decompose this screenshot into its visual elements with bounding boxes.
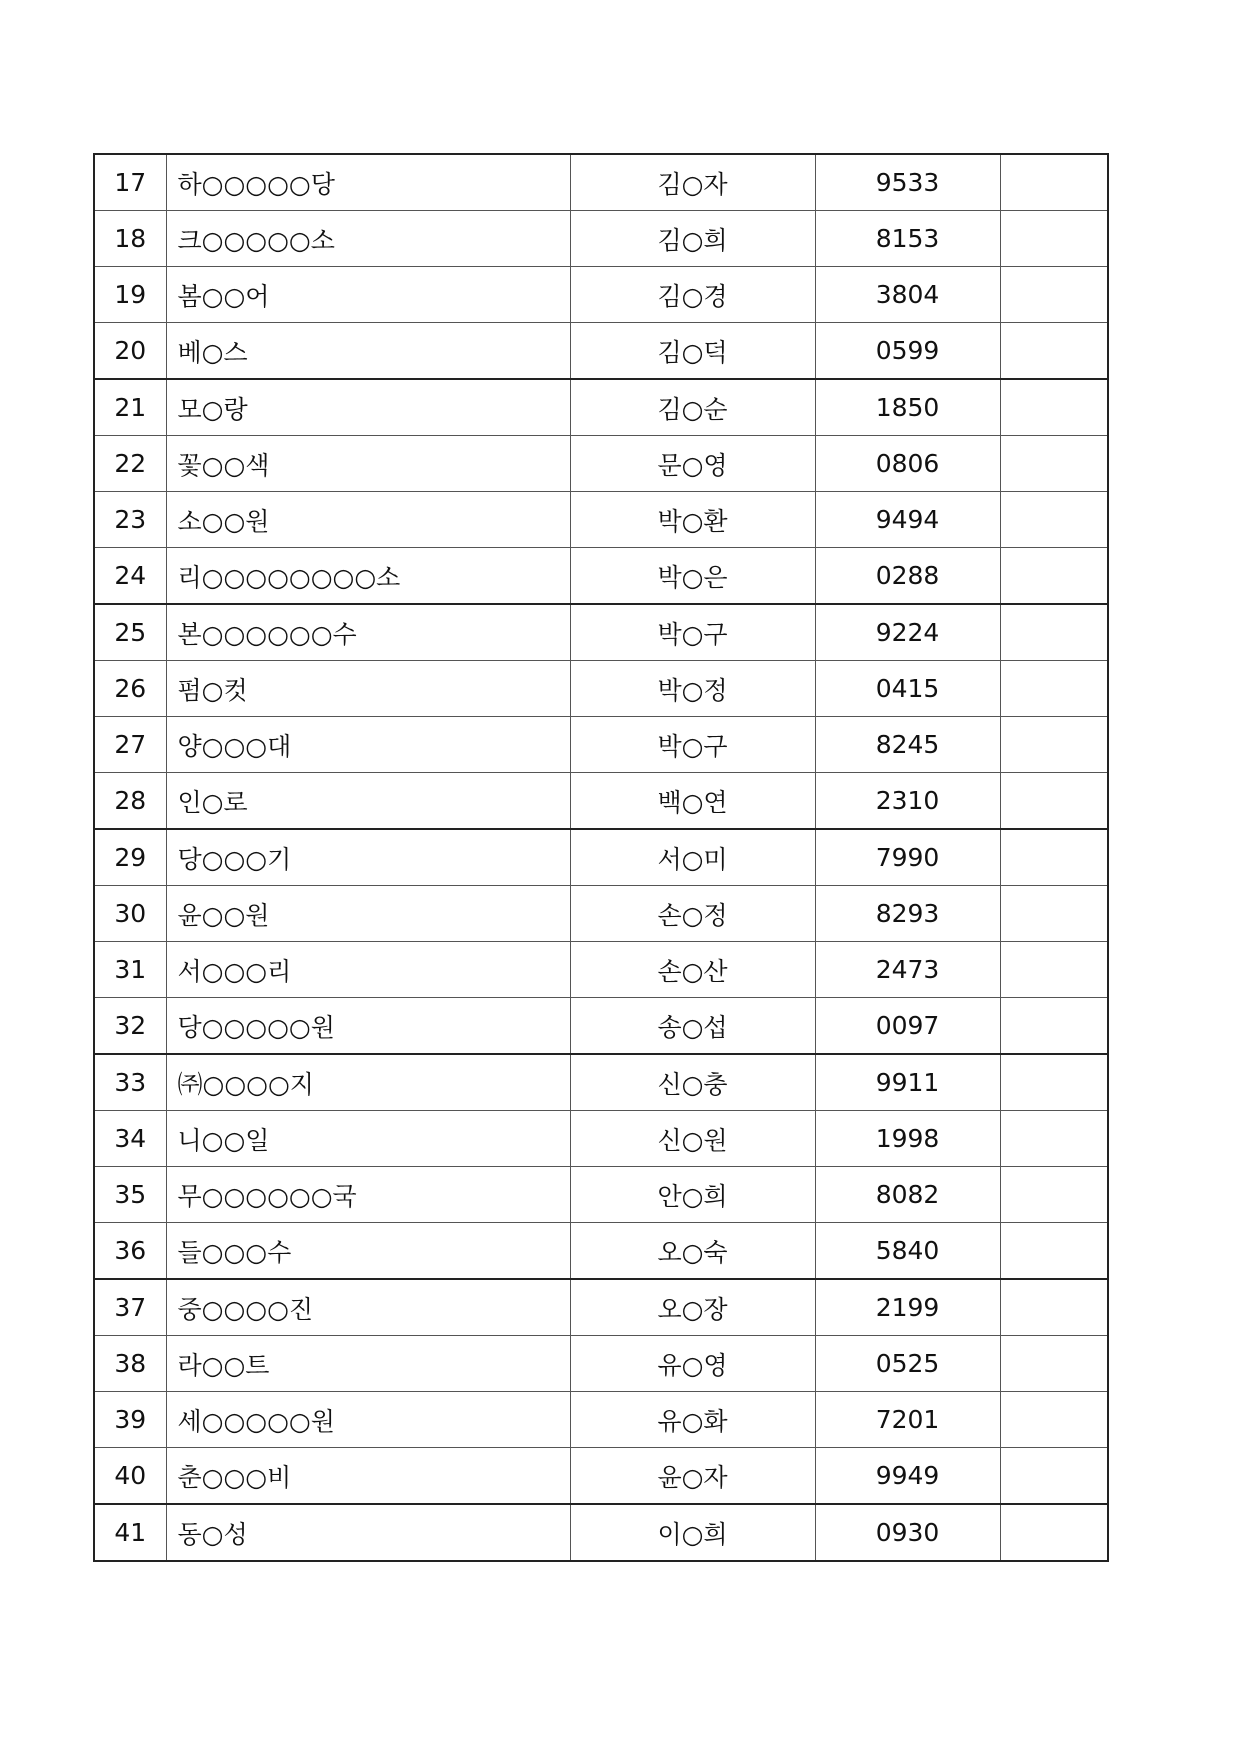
row-number: 36 xyxy=(94,1223,166,1280)
owner-name: 김○희 xyxy=(570,211,815,267)
table-row xyxy=(94,379,1108,436)
phone-last-digits: 9494 xyxy=(815,492,1000,548)
business-name: 모○랑 xyxy=(166,379,570,436)
table-row xyxy=(94,1336,1108,1392)
table-row xyxy=(94,154,1108,211)
owner-name: 김○덕 xyxy=(570,323,815,380)
business-name: 소○○원 xyxy=(166,492,570,548)
business-name: 리○○○○○○○○소 xyxy=(166,548,570,605)
note-cell xyxy=(1000,998,1108,1055)
phone-last-digits: 0415 xyxy=(815,661,1000,717)
phone-last-digits: 9533 xyxy=(815,154,1000,211)
table-row xyxy=(94,1054,1108,1111)
note-cell xyxy=(1000,661,1108,717)
table-row xyxy=(94,1504,1108,1561)
note-cell xyxy=(1000,1336,1108,1392)
row-number: 20 xyxy=(94,323,166,380)
business-name: ㈜○○○○지 xyxy=(166,1054,570,1111)
table-row xyxy=(94,492,1108,548)
row-number: 25 xyxy=(94,604,166,661)
row-number: 23 xyxy=(94,492,166,548)
note-cell xyxy=(1000,717,1108,773)
note-cell xyxy=(1000,548,1108,605)
note-cell xyxy=(1000,211,1108,267)
owner-name: 윤○자 xyxy=(570,1448,815,1505)
phone-last-digits: 0288 xyxy=(815,548,1000,605)
note-cell xyxy=(1000,1223,1108,1280)
row-number: 30 xyxy=(94,886,166,942)
note-cell xyxy=(1000,267,1108,323)
owner-name: 손○정 xyxy=(570,886,815,942)
row-number: 41 xyxy=(94,1504,166,1561)
phone-last-digits: 9949 xyxy=(815,1448,1000,1505)
table-row xyxy=(94,604,1108,661)
business-name: 세○○○○○원 xyxy=(166,1392,570,1448)
owner-name: 유○화 xyxy=(570,1392,815,1448)
phone-last-digits: 0806 xyxy=(815,436,1000,492)
owner-name: 송○섭 xyxy=(570,998,815,1055)
phone-last-digits: 0930 xyxy=(815,1504,1000,1561)
row-number: 21 xyxy=(94,379,166,436)
phone-last-digits: 3804 xyxy=(815,267,1000,323)
owner-name: 유○영 xyxy=(570,1336,815,1392)
phone-last-digits: 7201 xyxy=(815,1392,1000,1448)
owner-name: 김○순 xyxy=(570,379,815,436)
row-number: 31 xyxy=(94,942,166,998)
owner-name: 서○미 xyxy=(570,829,815,886)
owner-name: 오○숙 xyxy=(570,1223,815,1280)
phone-last-digits: 8245 xyxy=(815,717,1000,773)
business-name: 봄○○어 xyxy=(166,267,570,323)
row-number: 33 xyxy=(94,1054,166,1111)
note-cell xyxy=(1000,1279,1108,1336)
owner-name: 신○원 xyxy=(570,1111,815,1167)
note-cell xyxy=(1000,1167,1108,1223)
business-name: 니○○일 xyxy=(166,1111,570,1167)
business-name: 펌○컷 xyxy=(166,661,570,717)
owner-name: 백○연 xyxy=(570,773,815,830)
business-name: 양○○○대 xyxy=(166,717,570,773)
phone-last-digits: 8293 xyxy=(815,886,1000,942)
row-number: 19 xyxy=(94,267,166,323)
business-name: 베○스 xyxy=(166,323,570,380)
owner-name: 신○충 xyxy=(570,1054,815,1111)
business-name: 당○○○○○원 xyxy=(166,998,570,1055)
business-name: 춘○○○비 xyxy=(166,1448,570,1505)
table-row xyxy=(94,998,1108,1055)
phone-last-digits: 9224 xyxy=(815,604,1000,661)
note-cell xyxy=(1000,886,1108,942)
owner-name: 박○은 xyxy=(570,548,815,605)
owner-name: 안○희 xyxy=(570,1167,815,1223)
owner-name: 박○정 xyxy=(570,661,815,717)
note-cell xyxy=(1000,1054,1108,1111)
business-name: 본○○○○○○수 xyxy=(166,604,570,661)
row-number: 37 xyxy=(94,1279,166,1336)
owner-name: 박○구 xyxy=(570,717,815,773)
row-number: 22 xyxy=(94,436,166,492)
phone-last-digits: 0599 xyxy=(815,323,1000,380)
business-name: 윤○○원 xyxy=(166,886,570,942)
phone-last-digits: 0097 xyxy=(815,998,1000,1055)
business-name: 라○○트 xyxy=(166,1336,570,1392)
note-cell xyxy=(1000,1504,1108,1561)
note-cell xyxy=(1000,323,1108,380)
owner-name: 이○희 xyxy=(570,1504,815,1561)
row-number: 29 xyxy=(94,829,166,886)
business-name: 당○○○기 xyxy=(166,829,570,886)
table-row xyxy=(94,548,1108,605)
table-row xyxy=(94,436,1108,492)
note-cell xyxy=(1000,436,1108,492)
row-number: 27 xyxy=(94,717,166,773)
owner-name: 오○장 xyxy=(570,1279,815,1336)
business-name: 중○○○○진 xyxy=(166,1279,570,1336)
business-name: 꽃○○색 xyxy=(166,436,570,492)
business-name: 인○로 xyxy=(166,773,570,830)
phone-last-digits: 8082 xyxy=(815,1167,1000,1223)
owner-name: 박○환 xyxy=(570,492,815,548)
table-row xyxy=(94,267,1108,323)
row-number: 32 xyxy=(94,998,166,1055)
owner-name: 손○산 xyxy=(570,942,815,998)
phone-last-digits: 7990 xyxy=(815,829,1000,886)
table-row xyxy=(94,886,1108,942)
table-row xyxy=(94,1392,1108,1448)
note-cell xyxy=(1000,942,1108,998)
phone-last-digits: 8153 xyxy=(815,211,1000,267)
table-row xyxy=(94,773,1108,830)
table-row xyxy=(94,661,1108,717)
note-cell xyxy=(1000,604,1108,661)
phone-last-digits: 0525 xyxy=(815,1336,1000,1392)
note-cell xyxy=(1000,829,1108,886)
table-row xyxy=(94,1448,1108,1505)
phone-last-digits: 2310 xyxy=(815,773,1000,830)
row-number: 26 xyxy=(94,661,166,717)
business-roster-table xyxy=(93,153,1109,1562)
note-cell xyxy=(1000,773,1108,830)
table-row xyxy=(94,211,1108,267)
row-number: 18 xyxy=(94,211,166,267)
table-row xyxy=(94,323,1108,380)
owner-name: 박○구 xyxy=(570,604,815,661)
row-number: 38 xyxy=(94,1336,166,1392)
phone-last-digits: 9911 xyxy=(815,1054,1000,1111)
row-number: 39 xyxy=(94,1392,166,1448)
row-number: 17 xyxy=(94,154,166,211)
table-row xyxy=(94,717,1108,773)
business-name: 하○○○○○당 xyxy=(166,154,570,211)
business-name: 크○○○○○소 xyxy=(166,211,570,267)
business-name: 동○성 xyxy=(166,1504,570,1561)
roster-table-body xyxy=(94,154,1108,1561)
owner-name: 김○경 xyxy=(570,267,815,323)
phone-last-digits: 1998 xyxy=(815,1111,1000,1167)
note-cell xyxy=(1000,1392,1108,1448)
owner-name: 문○영 xyxy=(570,436,815,492)
row-number: 34 xyxy=(94,1111,166,1167)
phone-last-digits: 2199 xyxy=(815,1279,1000,1336)
note-cell xyxy=(1000,1448,1108,1505)
business-name: 서○○○리 xyxy=(166,942,570,998)
table-row xyxy=(94,942,1108,998)
phone-last-digits: 5840 xyxy=(815,1223,1000,1280)
row-number: 35 xyxy=(94,1167,166,1223)
table-row xyxy=(94,1167,1108,1223)
phone-last-digits: 1850 xyxy=(815,379,1000,436)
note-cell xyxy=(1000,1111,1108,1167)
phone-last-digits: 2473 xyxy=(815,942,1000,998)
owner-name: 김○자 xyxy=(570,154,815,211)
table-row xyxy=(94,1279,1108,1336)
row-number: 28 xyxy=(94,773,166,830)
note-cell xyxy=(1000,154,1108,211)
table-row xyxy=(94,1223,1108,1280)
row-number: 24 xyxy=(94,548,166,605)
table-row xyxy=(94,1111,1108,1167)
table-row xyxy=(94,829,1108,886)
row-number: 40 xyxy=(94,1448,166,1505)
business-name: 무○○○○○○국 xyxy=(166,1167,570,1223)
note-cell xyxy=(1000,379,1108,436)
business-name: 들○○○수 xyxy=(166,1223,570,1280)
note-cell xyxy=(1000,492,1108,548)
